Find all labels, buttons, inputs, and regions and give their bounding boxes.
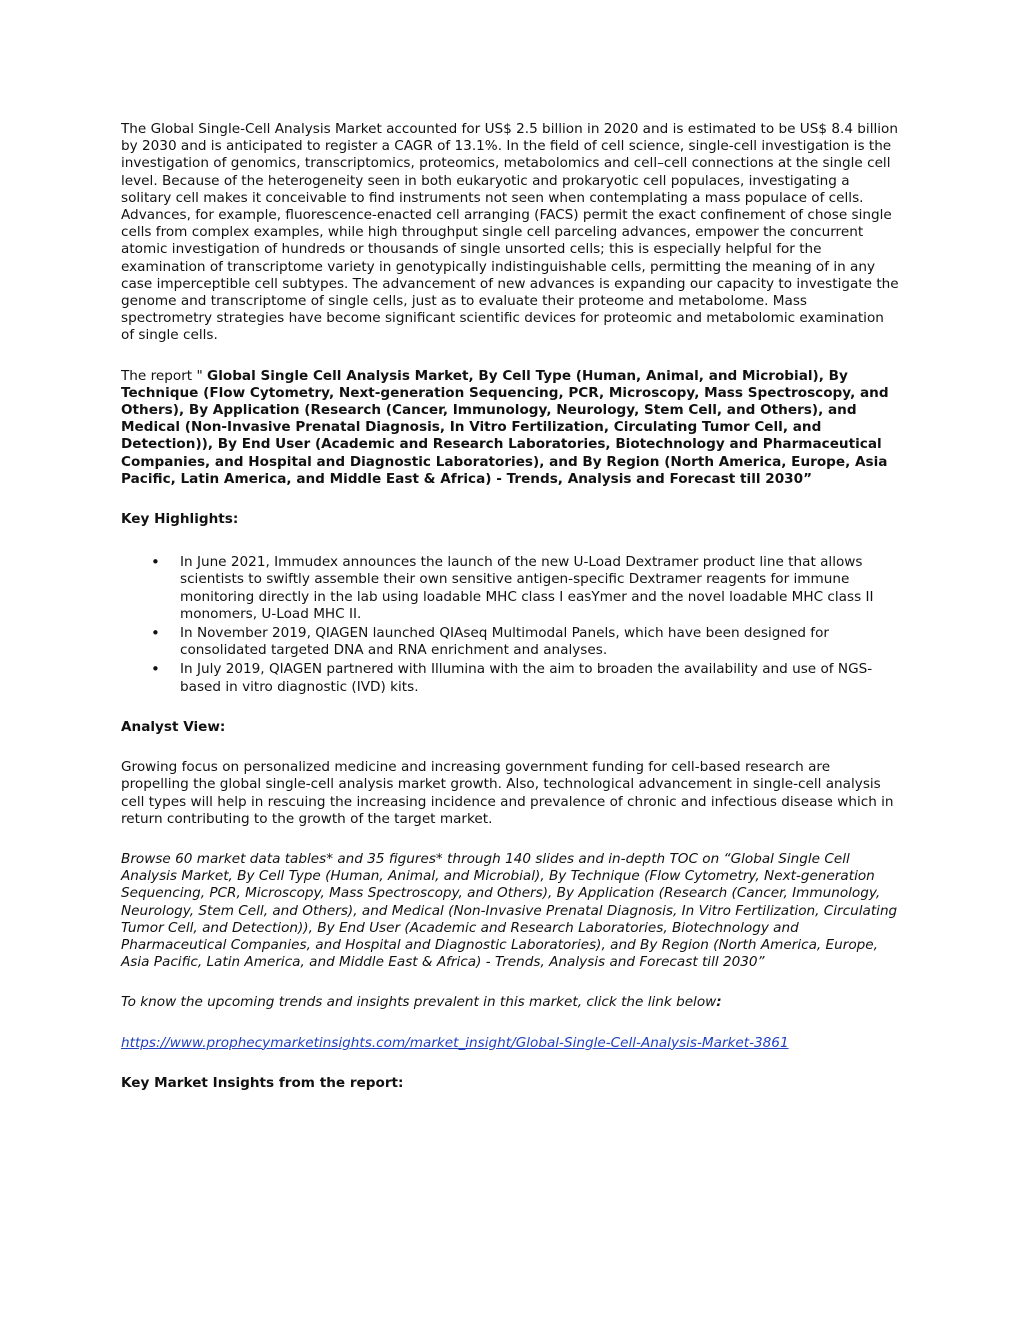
key-market-insights-heading: Key Market Insights from the report:: [121, 1074, 404, 1091]
highlight-text: In November 2019, QIAGEN launched QIAseq Multimodal Panels, which have been designed for consolidated targeted DNA and RNA enrichment and analyses.: [180, 625, 829, 659]
bullet-icon: •: [151, 624, 160, 643]
list-item: [121, 661, 901, 695]
document-body: [121, 121, 901, 1092]
intro-paragraph: The Global Single-Cell Analysis Market accounted for US$ 2.5 billion in 2020 and is estimated to be US$ 8.4 billion by 2030 and is anticipated to register a CAGR of 13.1%. In the field of cell science, single-cell investigation is the investigation of genomics, transcriptomics, proteomics, metabolomics and cell–cell connections at the single cell level. Because of the heterogeneity seen in both eukaryotic and prokaryotic cell populaces, investigating a solitary cell makes it conceivable to find instruments not seen when contemplating a mass populace of cells. Advances, for example, fluorescence-enacted cell arranging (FACS) permit the exact confinement of chose single cells from complex examples, while high throughput single cell parceling advances, empower the concurrent atomic investigation of hundreds or thousands of single unsorted cells; this is especially helpful for the examination of transcriptome variety in genotypically indistinguishable cells, permitting the meaning of in any case imperceptible cell subtypes. The advancement of new advances is expanding our capacity to investigate the genome and transcriptome of single cells, just as to evaluate their proteome and metabolome. Mass spectrometry strategies have become significant scientific devices for proteomic and metabolomic examination of single cells.: [121, 121, 899, 344]
report-prefix: The report ": [121, 367, 208, 384]
browse-paragraph: Browse 60 market data tables* and 35 figures* through 140 slides and in-depth TOC on “Global Single Cell Analysis Market, By Cell Type (Human, Animal, and Microbial), By Technique (Flow Cytometry, Next-generation Sequencing, PCR, Microscopy, Mass Spectroscopy, and Others), By Application (Research (Cancer, Immunology, Neurology, Stem Cell, and Others), and Medical (Non-Invasive Prenatal Diagnosis, In Vitro Fertilization, Circulating Tumor Cell, and Detection)), By End User (Academic and Research Laboratories, Biotechnology and Pharmaceutical Companies, and Hospital and Diagnostic Laboratories), and By Region (North America, Europe, Asia Pacific, Latin America, and Middle East & Africa) - Trends, Analysis and Forecast till 2030”: [121, 850, 898, 971]
list-item: [121, 554, 901, 623]
cta-text: To know the upcoming trends and insights prevalent in this market, click the link below: [121, 994, 717, 1011]
highlights-list: [121, 554, 901, 696]
cta-paragraph: [121, 994, 901, 1011]
key-highlights-heading: Key Highlights:: [121, 511, 239, 528]
highlight-text: In July 2019, QIAGEN partnered with Illumina with the aim to broaden the availability and use of NGS-based in vitro diagnostic (IVD) kits.: [180, 661, 873, 695]
bullet-icon: •: [151, 553, 160, 572]
highlight-text: In June 2021, Immudex announces the launch of the new U-Load Dextramer product line that allows scientists to swiftly assemble their own sensitive antigen-specific Dextramer reagents for immune monitoring directly in the lab using loadable MHC class I easYmer and the novel loadable MHC class II monomers, U-Load MHC II.: [180, 554, 874, 622]
bullet-icon: •: [151, 660, 160, 679]
list-item: [121, 625, 901, 659]
report-paragraph: [121, 368, 901, 488]
analyst-view-paragraph: Growing focus on personalized medicine and increasing government funding for cell-based research are propelling the global single-cell analysis market growth. Also, technological advancement in single-cell analysis cell types will help in rescuing the increasing incidence and prevalence of chronic and infectious disease which in return contributing to the growth of the target market.: [121, 759, 894, 827]
cta-colon: :: [716, 994, 722, 1011]
report-link[interactable]: https://www.prophecymarketinsights.com/market_insight/Global-Single-Cell-Analysis-Market-3861: [121, 1034, 789, 1051]
report-link-paragraph: [121, 1035, 901, 1052]
report-title: Global Single Cell Analysis Market, By Cell Type (Human, Animal, and Microbial), By Technique (Flow Cytometry, Next-generation Sequencing, PCR, Microscopy, Mass Spectroscopy, and Others), By Application (Research (Cancer, Immunology, Neurology, Stem Cell, and Others), and Medical (Non-Invasive Prenatal Diagnosis, In Vitro Fertilization, Circulating Tumor Cell, and Detection)), By End User (Academic and Research Laboratories, Biotechnology and Pharmaceutical Companies, and Hospital and Diagnostic Laboratories), and By Region (North America, Europe, Asia Pacific, Latin America, and Middle East & Africa) - Trends, Analysis and Forecast till 2030”: [121, 367, 889, 487]
analyst-view-heading: Analyst View:: [121, 718, 226, 735]
